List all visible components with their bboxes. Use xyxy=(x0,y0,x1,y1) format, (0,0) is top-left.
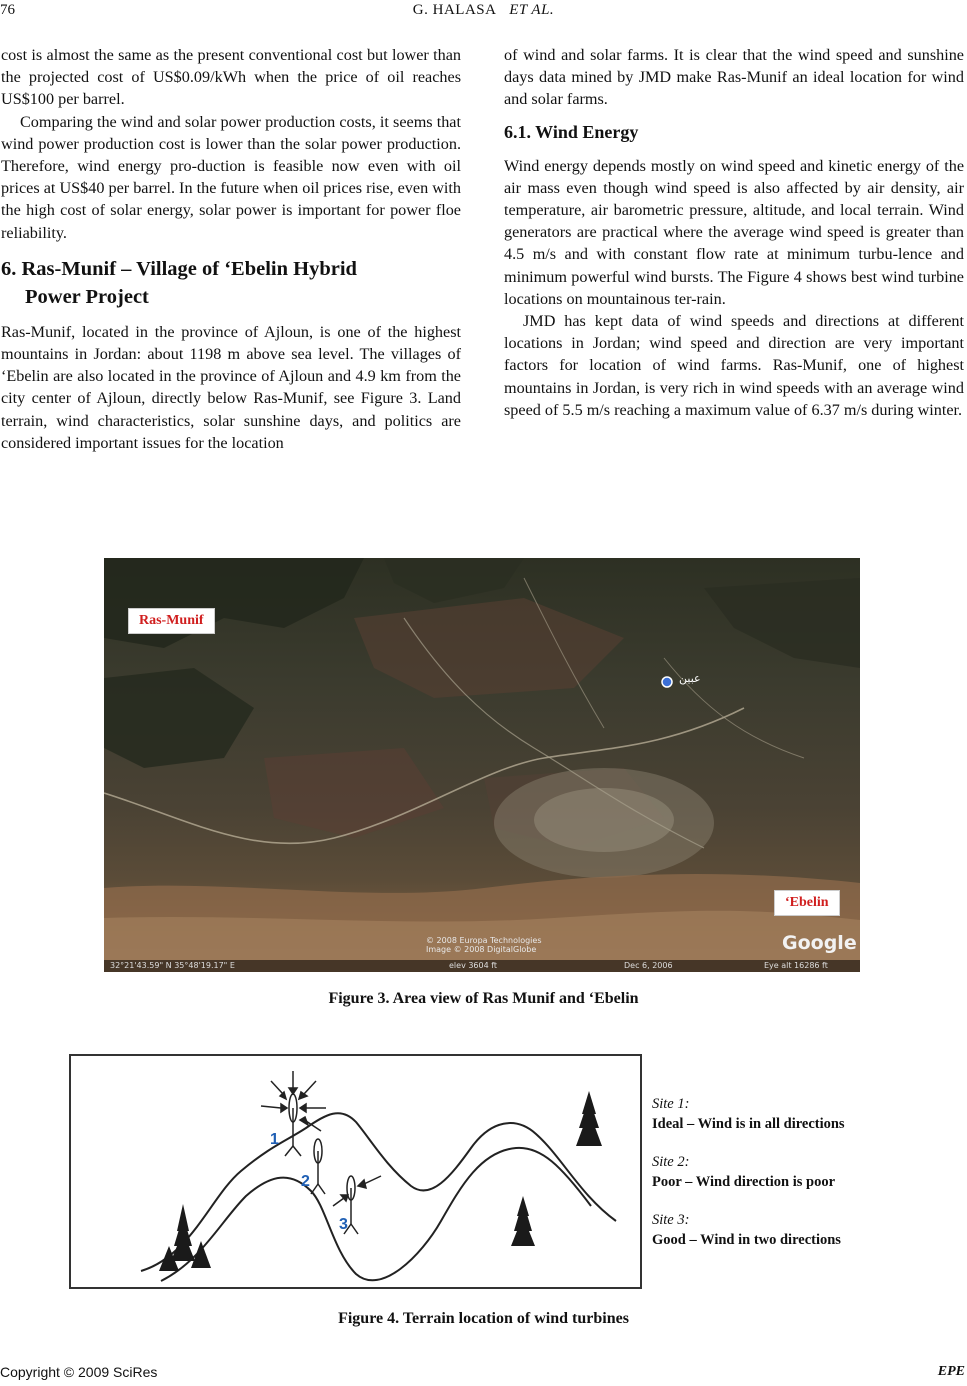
map-date: Dec 6, 2006 xyxy=(624,961,673,970)
figure-4-caption: Figure 4. Terrain location of wind turbines xyxy=(338,1310,629,1327)
legend-site-2 xyxy=(652,1152,835,1192)
author-main: G. HALASA xyxy=(412,2,497,18)
legend-site-2-label: Site 2: xyxy=(652,1154,690,1170)
terrain-diagram xyxy=(71,1056,640,1287)
legend-site-3 xyxy=(652,1210,841,1250)
map-credit-1: © 2008 Europa Technologies xyxy=(426,936,542,945)
right-paragraph-1: of wind and solar farms. It is clear that the wind speed and sunshine days data mined by JMD make Ras-Munif an ideal location for wind and solar farms. xyxy=(504,46,964,109)
site-number-2: 2 xyxy=(301,1173,310,1190)
legend-site-1-label: Site 1: xyxy=(652,1096,690,1112)
footer-journal: EPE xyxy=(937,1364,965,1379)
left-column xyxy=(1,44,461,454)
legend-site-1-desc: Ideal – Wind is in all directions xyxy=(652,1116,845,1132)
location-marker-icon xyxy=(662,677,672,687)
right-column xyxy=(504,44,964,421)
aerial-terrain-image xyxy=(104,558,860,972)
footer-copyright: Copyright © 2009 SciRes xyxy=(0,1364,158,1380)
map-label-ebelin: ‘Ebelin xyxy=(774,890,840,916)
turbine-icon-2 xyxy=(311,1139,325,1194)
legend-site-2-desc: Poor – Wind direction is poor xyxy=(652,1174,836,1190)
right-paragraph-2: Wind energy depends mostly on wind speed and kinetic energy of the air mass even though wind speed is also affected by air density, air temperature, air barometric pressure, altitude, and local terrain. Wind generators are practical where the average wind speed is greater than 4.5 m/s and with constant flow rate at minimum turbu-lence and minimum powerful wind bursts. The Figure 4 shows best wind turbine locations on mountainous ter-rain. xyxy=(504,156,964,308)
map-credit-2: Image © 2008 DigitalGlobe xyxy=(426,945,537,954)
terrain-upper-line xyxy=(141,1113,616,1271)
left-paragraph-3: Ras-Munif, located in the province of Ajloun, is one of the highest mountains in Jordan: about 1198 m above sea level. The villages of ‘Ebelin are also located in the province of Ajloun and 4.9 km from the city center of Ajloun, directly below Ras-Munif, see Figure 3. Land terrain, wind characteristics, solar sunshine days, and politics are considered important issues for the location xyxy=(1,322,461,452)
left-paragraph-2: Comparing the wind and solar power production costs, it seems that wind power production cost is lower than the solar power production. Therefore, wind energy pro-duction is feasible now even with oil prices at US$40 per barrel. In the future when oil prices rise, even with the high cost of solar energy, solar power is important for power floe reliability. xyxy=(1,112,461,242)
left-paragraph-1: cost is almost the same as the present conventional cost but lower than the projected cost of US$0.09/kWh when the price of oil reaches US$100 per barrel. xyxy=(1,46,461,109)
wind-arrows-icon xyxy=(261,1071,381,1206)
section-title-line-1: 6. Ras-Munif – Village of ‘Ebelin Hybrid xyxy=(1,257,357,280)
google-logo: Google xyxy=(782,932,857,954)
map-label-ras-munif: Ras-Munif xyxy=(128,608,215,634)
map-coords: 32°21'43.59" N 35°48'19.17" E xyxy=(110,961,235,970)
map-status-bar xyxy=(104,960,860,972)
section-title-line-2: Power Project xyxy=(25,285,149,308)
running-author xyxy=(0,2,967,19)
figure-3-aerial-map xyxy=(104,558,860,972)
subsection-6-1-heading: 6.1. Wind Energy xyxy=(504,121,639,142)
legend-site-1 xyxy=(652,1094,845,1134)
running-head xyxy=(0,2,967,22)
site-number-3: 3 xyxy=(339,1216,348,1233)
author-etal: ET AL. xyxy=(509,2,555,18)
section-6-heading xyxy=(1,255,461,311)
legend-site-3-desc: Good – Wind in two directions xyxy=(652,1232,841,1248)
turbine-icon-1 xyxy=(285,1094,301,1156)
tree-icon-right xyxy=(576,1091,602,1146)
tree-icon-center xyxy=(511,1196,535,1246)
figure-3-caption: Figure 3. Area view of Ras Munif and ‘Ebelin xyxy=(328,990,639,1007)
figure-4-diagram xyxy=(69,1054,642,1289)
tree-icon-left xyxy=(159,1204,211,1271)
marker-label: عبين xyxy=(679,672,701,685)
site-number-1: 1 xyxy=(270,1131,279,1148)
map-elev: elev 3604 ft xyxy=(449,961,498,970)
map-eye-alt: Eye alt 16286 ft xyxy=(764,961,828,970)
right-paragraph-3: JMD has kept data of wind speeds and directions at different locations in Jordan; wind speed and direction are very important factors for location of wind farms. Ras-Munif, one of highest mountains in Jordan, is very rich in wind speeds with an average wind speed of 5.5 m/s reaching a maximum value of 6.37 m/s during winter. xyxy=(504,312,964,419)
page-number: 76 xyxy=(0,2,15,18)
legend-site-3-label: Site 3: xyxy=(652,1212,690,1228)
